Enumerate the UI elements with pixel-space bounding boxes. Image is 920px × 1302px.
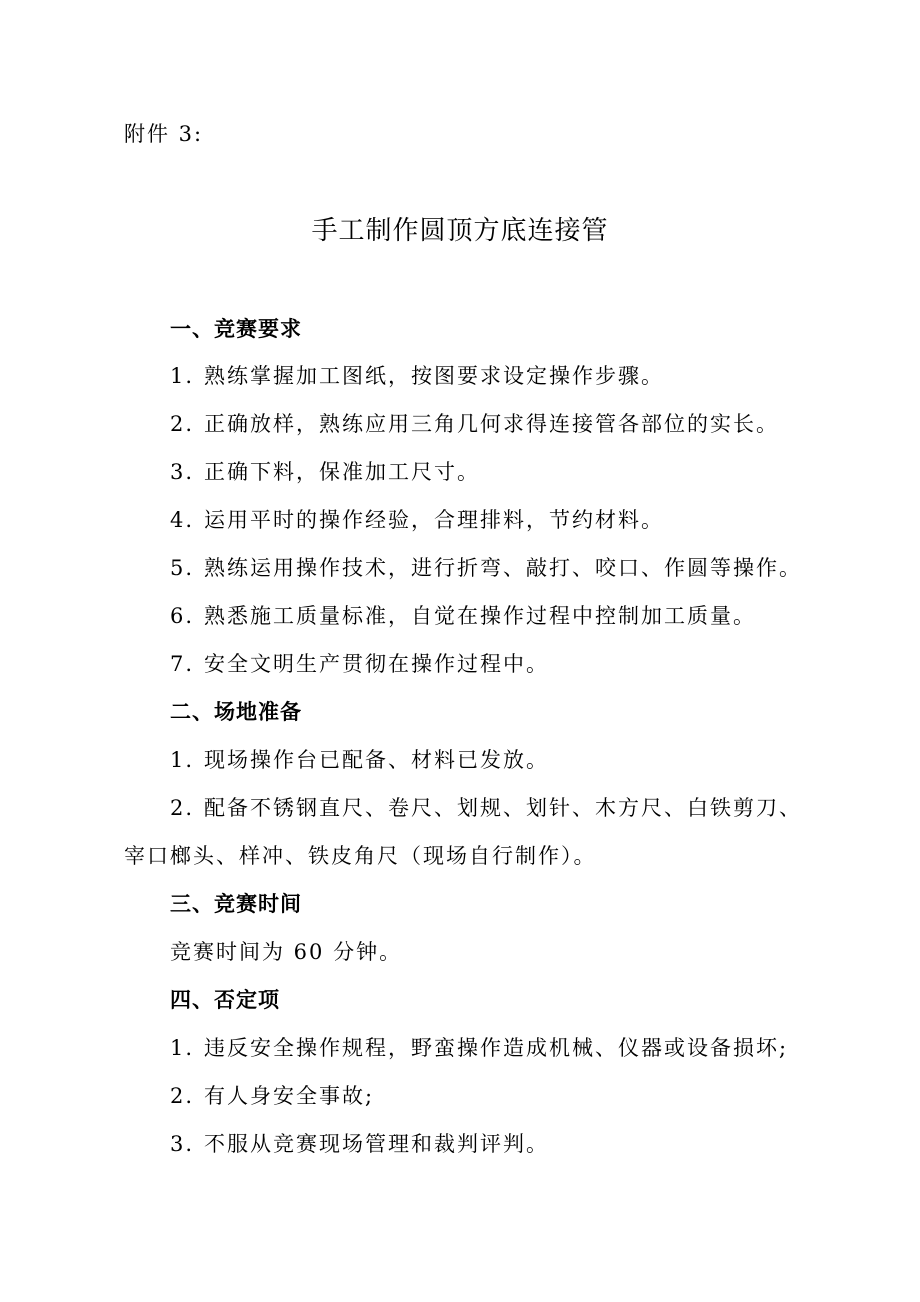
item-text: 熟练运用操作技术，进行折弯、敲打、咬口、作圆等操作。 (204, 556, 802, 580)
list-item (170, 458, 480, 486)
item-text: 不服从竞赛现场管理和裁判评判。 (204, 1132, 549, 1156)
section-heading-disqualification: 四、否定项 (170, 988, 280, 1012)
item-number: 4. (170, 508, 195, 532)
list-item-continuation: 宰口榔头、样冲、铁皮角尺（现场自行制作）。 (124, 844, 597, 868)
item-text: 配备不锈钢直尺、卷尺、划规、划针、木方尺、白铁剪刀、 (204, 796, 802, 820)
list-item (170, 602, 756, 630)
section-heading-site-preparation: 二、场地准备 (170, 700, 302, 724)
item-number: 5. (170, 556, 195, 580)
attachment-label: 附件 3: (124, 122, 204, 146)
list-item (170, 506, 664, 534)
list-item (170, 1130, 549, 1158)
list-item (170, 1082, 374, 1110)
section-body-text: 竞赛时间为 60 分钟。 (170, 940, 403, 964)
list-item (170, 650, 549, 678)
document-title: 手工制作圆顶方底连接管 (311, 216, 609, 246)
item-text: 熟悉施工质量标准，自觉在操作过程中控制加工质量。 (204, 604, 756, 628)
item-text: 安全文明生产贯彻在操作过程中。 (204, 652, 549, 676)
item-text: 运用平时的操作经验，合理排料，节约材料。 (204, 508, 664, 532)
item-number: 2. (170, 412, 195, 436)
item-number: 1. (170, 364, 195, 388)
item-text: 违反安全操作规程，野蛮操作造成机械、仪器或设备损坏; (204, 1036, 789, 1060)
item-number: 7. (170, 652, 195, 676)
item-number: 3. (170, 460, 195, 484)
list-item (170, 362, 664, 390)
item-number: 1. (170, 748, 195, 772)
item-text: 现场操作台已配备、材料已发放。 (204, 748, 549, 772)
list-item (170, 794, 802, 822)
item-text: 正确下料，保准加工尺寸。 (204, 460, 480, 484)
section-heading-requirements: 一、竞赛要求 (170, 317, 302, 341)
item-number: 3. (170, 1132, 195, 1156)
item-number: 2. (170, 796, 195, 820)
list-item (170, 746, 549, 774)
item-number: 2. (170, 1084, 195, 1108)
section-heading-time: 三、竞赛时间 (170, 892, 302, 916)
list-item (170, 410, 779, 438)
list-item (170, 554, 802, 582)
item-text: 正确放样，熟练应用三角几何求得连接管各部位的实长。 (204, 412, 779, 436)
item-number: 1. (170, 1036, 195, 1060)
item-text: 有人身安全事故; (204, 1084, 375, 1108)
list-item (170, 1034, 788, 1062)
item-number: 6. (170, 604, 195, 628)
item-text: 熟练掌握加工图纸，按图要求设定操作步骤。 (204, 364, 664, 388)
